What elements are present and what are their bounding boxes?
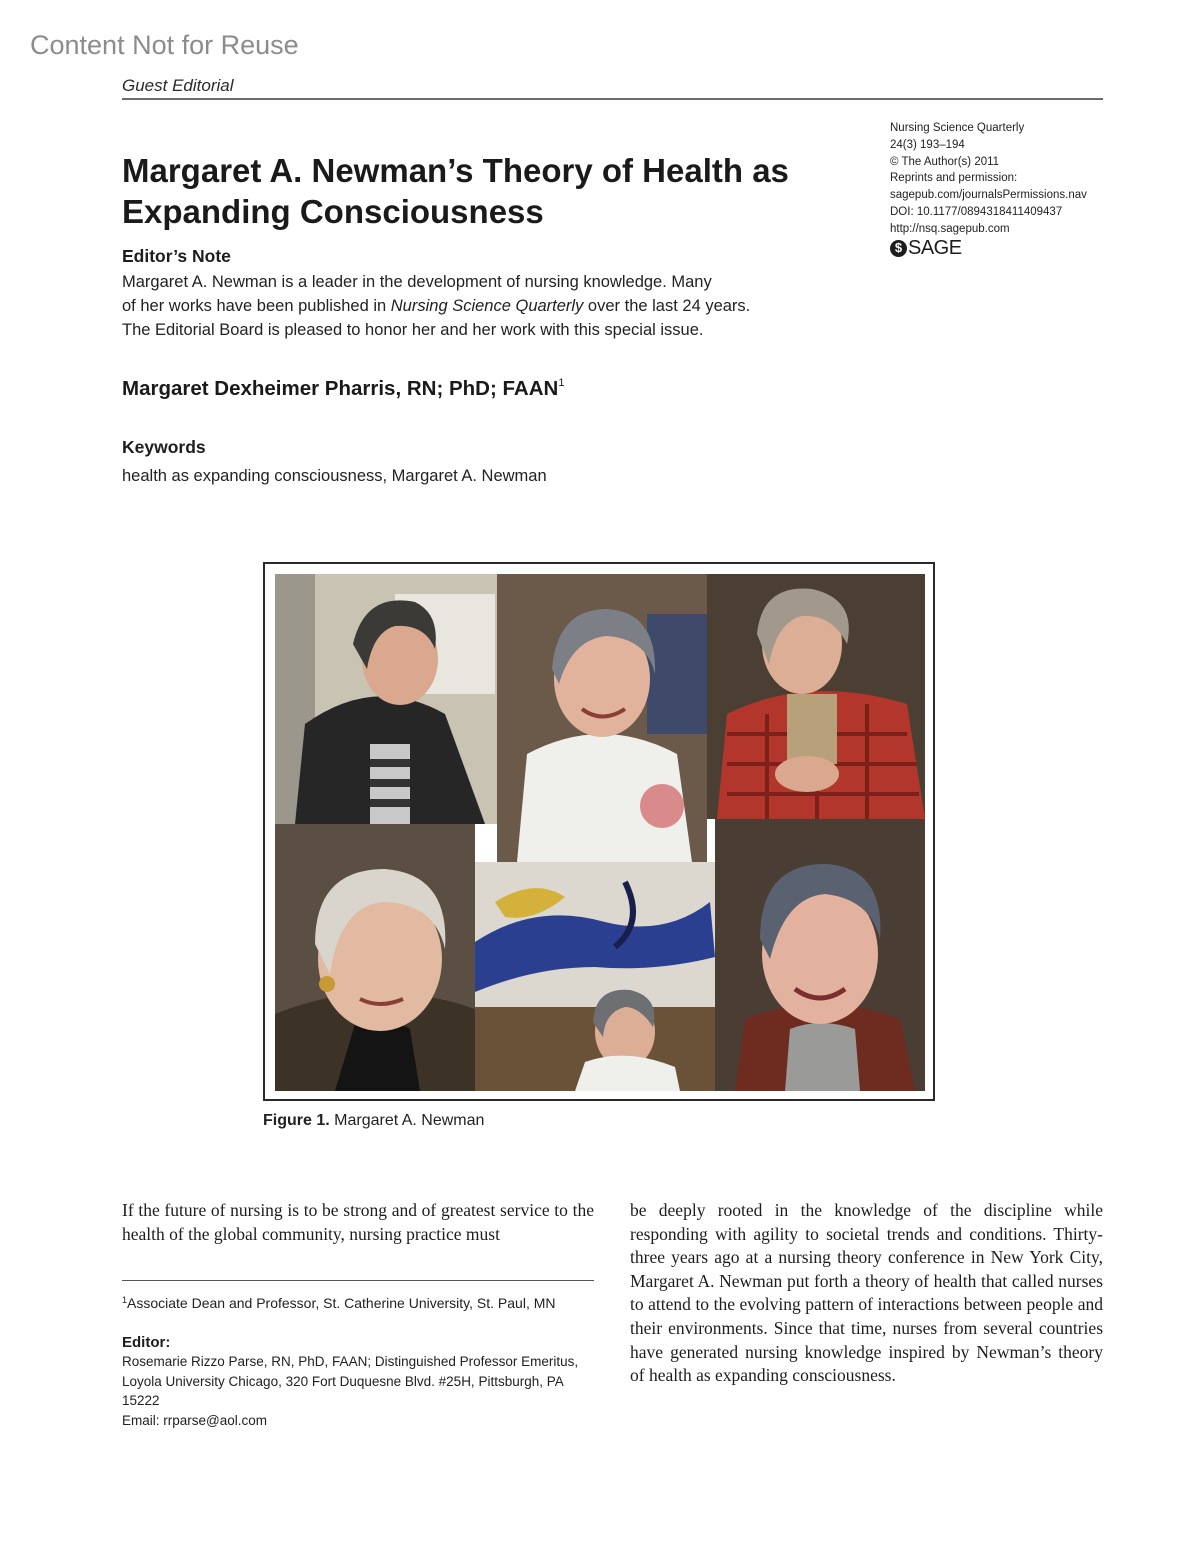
photo-abstract-painting: [475, 862, 715, 1091]
photo-red-plaid-shirt: [707, 574, 925, 819]
journal-name: Nursing Science Quarterly: [890, 122, 1025, 134]
footnote-affiliation: $^1$Associate Dean and Professor, St. Catherine University, St. Paul, MN: [122, 1295, 556, 1311]
journal-site-link[interactable]: http://nsq.sagepub.com: [890, 222, 1010, 235]
author-byline: Margaret Dexheimer Pharris, RN; PhD; FAAN$^1$: [122, 377, 565, 400]
photo-closeup-dark-jacket: [275, 824, 475, 1091]
footnote-rule: [122, 1280, 594, 1281]
reprints-label: Reprints and permission:: [890, 172, 1018, 185]
figure-caption: Figure 1. Margaret A. Newman: [263, 1112, 485, 1129]
footnote-mark: 1: [122, 1295, 128, 1305]
editor-heading: Editor:: [122, 1334, 171, 1351]
journal-meta: [890, 120, 1110, 257]
article-title: Margaret A. Newman’s Theory of Health as Expanding Consciousness: [122, 152, 789, 230]
keywords-text: health as expanding consciousness, Margaret A. Newman: [122, 467, 547, 485]
sage-logo: [890, 236, 1110, 259]
sage-wordmark: SAGE: [908, 236, 962, 259]
keywords-heading: Keywords: [122, 437, 206, 457]
editors-note-heading: Editor’s Note: [122, 246, 231, 266]
photo-smiling-white-sweater: [497, 574, 707, 862]
editor-line: Loyola University Chicago, 320 Fort Duquesne Blvd. #25H, Pittsburgh, PA 15222: [122, 1373, 563, 1408]
editors-note-line: The Editorial Board is pleased to honor her and her work with this special issue.: [122, 321, 704, 339]
section-label: Guest Editorial: [122, 76, 234, 95]
body-right-column: be deeply rooted in the knowledge of the discipline while responding with agility to societal trends and conditions. Thirty-three years ago at a nursing theory conference in New York City, Margaret A. Newman put forth a theory of health that called nurses to attend to the evolving pattern of interactions between people and their environments. Since that time, nurses from several countries have generated nursing knowledge inspired by Newman’s theory of health as expanding consciousness.: [630, 1200, 1103, 1386]
editor-line: Rosemarie Rizzo Parse, RN, PhD, FAAN; Distinguished Professor Emeritus,: [122, 1354, 579, 1369]
body-left-column: If the future of nursing is to be strong and of greatest service to the health of the global community, nursing practice must: [122, 1200, 594, 1244]
header-rule: [122, 98, 1103, 100]
sage-s-icon: $: [890, 240, 907, 257]
editors-note-line: of her works have been published in Nursing Science Quarterly over the last 24 years.: [122, 297, 751, 315]
affiliation-mark: 1: [558, 377, 565, 389]
copyright: © The Author(s) 2011: [890, 155, 1000, 168]
editors-note-line: Margaret A. Newman is a leader in the development of nursing knowledge. Many: [122, 273, 712, 291]
volume-pages: 24(3) 193–194: [890, 138, 965, 151]
permissions-link[interactable]: sagepub.com/journalsPermissions.nav: [890, 189, 1087, 202]
editor-email[interactable]: Email: rrparse@aol.com: [122, 1412, 267, 1428]
photo-closeup-grey-sweater: [715, 819, 925, 1091]
watermark: Content Not for Reuse: [30, 30, 299, 60]
figure-collage: [263, 562, 935, 1101]
journal-title-italic: Nursing Science Quarterly: [390, 297, 584, 315]
figure-label: Figure 1.: [263, 1112, 330, 1129]
editor-details: [122, 1352, 602, 1430]
editors-note-body: [122, 270, 822, 342]
doi[interactable]: DOI: 10.1177/0894318411409437: [890, 205, 1063, 218]
photo-profile-dark-jacket: [275, 574, 497, 824]
